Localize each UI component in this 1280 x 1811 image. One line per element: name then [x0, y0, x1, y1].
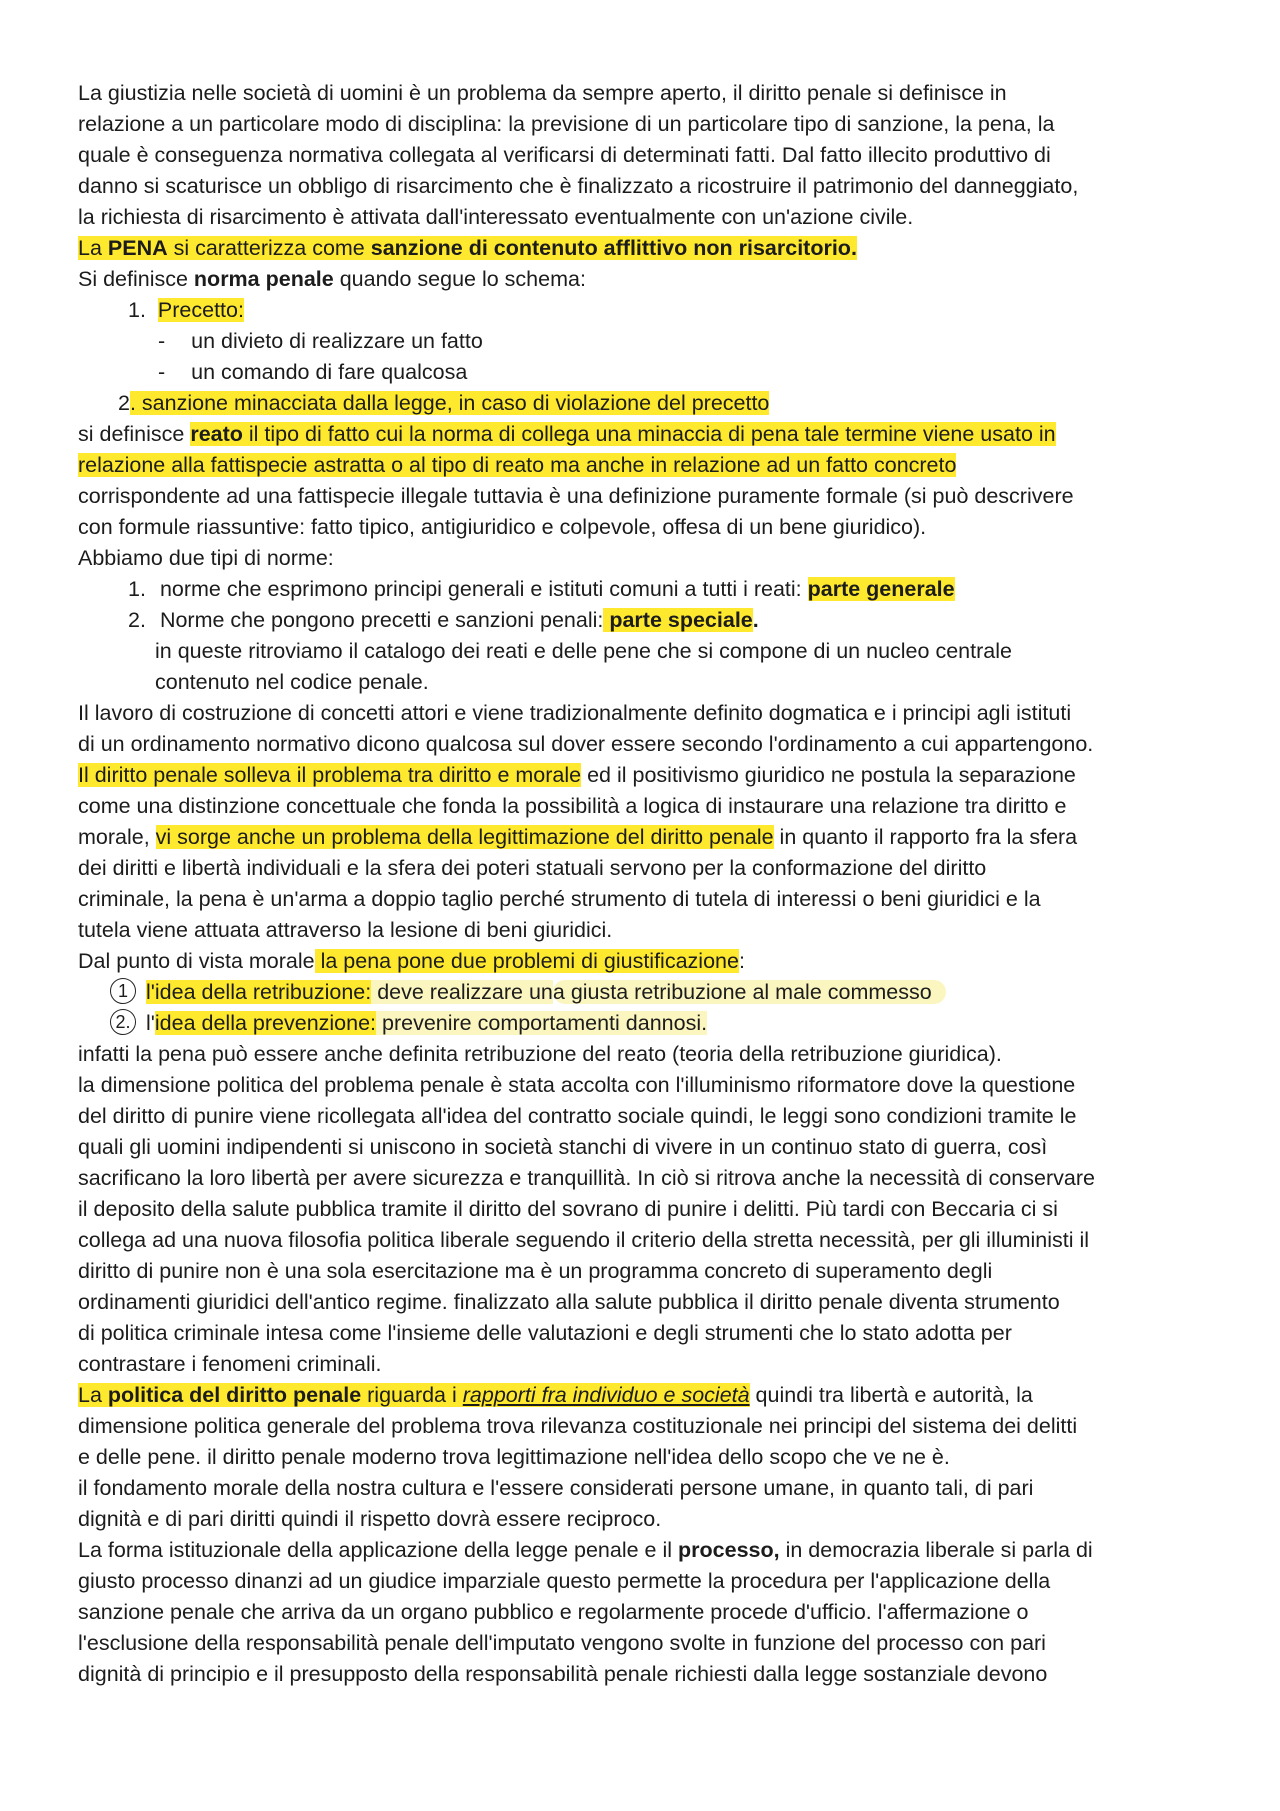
- list-item: 2. sanzione minacciata dalla legge, in caso di violazione del precetto: [118, 391, 770, 415]
- paragraph-line: La forma istituzionale della applicazione della legge penale e il processo, in democrazia liberale si parla di: [78, 1538, 1093, 1562]
- paragraph-line: contenuto nel codice penale.: [155, 670, 429, 694]
- paragraph-line: il fondamento morale della nostra cultura e l'essere considerati persone umane, in quanto tali, di pari: [78, 1476, 1034, 1500]
- paragraph-line: con formule riassuntive: fatto tipico, antigiuridico e colpevole, offesa di un bene giuridico).: [78, 515, 927, 539]
- paragraph-line: diritto di punire non è una sola esercitazione ma è un programma concreto di superamento degli: [78, 1259, 993, 1283]
- paragraph-line: relazione a un particolare modo di disciplina: la previsione di un particolare tipo di sanzione, la pena, la: [78, 112, 1055, 136]
- paragraph-line: danno si scaturisce un obbligo di risarcimento che è finalizzato a ricostruire il patrimonio del danneggiato,: [78, 174, 1079, 198]
- paragraph-line: il deposito della salute pubblica tramite il diritto del sovrano di punire i delitti. Più tardi con Beccaria ci si: [78, 1197, 1058, 1221]
- paragraph-line: di un ordinamento normativo dicono qualcosa sul dover essere secondo l'ordinamento a cui appartengono.: [78, 732, 1094, 756]
- list-item: 2. l'idea della prevenzione: prevenire comportamenti dannosi.: [110, 1008, 707, 1039]
- sub-list-item: - un divieto di realizzare un fatto: [158, 329, 483, 353]
- circled-number: 1: [110, 978, 136, 1004]
- paragraph-line: infatti la pena può essere anche definita retribuzione del reato (teoria della retribuzione giuridica).: [78, 1042, 1002, 1066]
- paragraph-line: la richiesta di risarcimento è attivata dall'interessato eventualmente con un'azione civile.: [78, 205, 914, 229]
- paragraph-line: e delle pene. il diritto penale moderno trova legittimazione nell'idea dello scopo che ve ne è.: [78, 1445, 950, 1469]
- paragraph-line: in queste ritroviamo il catalogo dei reati e delle pene che si compone di un nucleo centrale: [155, 639, 1012, 663]
- list-item: 1 l'idea della retribuzione: deve realizzare una giusta retribuzione al male commesso: [110, 977, 946, 1008]
- paragraph-line: quali gli uomini indipendenti si uniscono in società stanchi di vivere in un continuo stato di guerra, così: [78, 1135, 1048, 1159]
- paragraph-line: contrastare i fenomeni criminali.: [78, 1352, 382, 1376]
- paragraph-line: tutela viene attuata attraverso la lesione di beni giuridici.: [78, 918, 613, 942]
- paragraph-line: collega ad una nuova filosofia politica liberale seguendo il criterio della stretta necessità, per gli illuministi il: [78, 1228, 1090, 1252]
- paragraph-line: dignità e di pari diritti quindi il rispetto dovrà essere reciproco.: [78, 1507, 662, 1531]
- circled-number: 2.: [110, 1009, 136, 1035]
- paragraph-line: Dal punto di vista morale la pena pone due problemi di giustificazione:: [78, 949, 745, 973]
- paragraph-line: del diritto di punire viene ricollegata all'idea del contratto sociale quindi, le leggi sono condizioni tramite le: [78, 1104, 1077, 1128]
- paragraph-line: ordinamenti giuridici dell'antico regime. finalizzato alla salute pubblica il diritto penale diventa strumento: [78, 1290, 1060, 1314]
- paragraph-line: criminale, la pena è un'arma a doppio taglio perché strumento di tutela di interessi o beni giuridici e la: [78, 887, 1041, 911]
- paragraph-line: dimensione politica generale del problema trova rilevanza costituzionale nei principi del sistema dei delitti: [78, 1414, 1078, 1438]
- list-item: 2. Norme che pongono precetti e sanzioni penali: parte speciale.: [128, 608, 759, 632]
- paragraph-line: relazione alla fattispecie astratta o al tipo di reato ma anche in relazione ad un fatto concreto: [78, 453, 957, 477]
- paragraph-line: l'esclusione della responsabilità penale dell'imputato vengono svolte in funzione del processo con pari: [78, 1631, 1046, 1655]
- paragraph-line: La giustizia nelle società di uomini è un problema da sempre aperto, il diritto penale si definisce in: [78, 81, 1007, 105]
- paragraph-line: giusto processo dinanzi ad un giudice imparziale questo permette la procedura per l'applicazione della: [78, 1569, 1051, 1593]
- paragraph-line: di politica criminale intesa come l'insieme delle valutazioni e degli strumenti che lo stato adotta per: [78, 1321, 1012, 1345]
- paragraph-line: la dimensione politica del problema penale è stata accolta con l'illuminismo riformatore dove la questione: [78, 1073, 1076, 1097]
- paragraph-line: corrispondente ad una fattispecie illegale tuttavia è una definizione puramente formale (si può descrivere: [78, 484, 1074, 508]
- list-item: 1. Precetto:: [128, 298, 244, 322]
- paragraph-line: dignità di principio e il presupposto della responsabilità penale richiesti dalla legge sostanziale devono: [78, 1662, 1048, 1686]
- norma-penale-intro: Si definisce norma penale quando segue lo schema:: [78, 267, 586, 291]
- paragraph-line: Abbiamo due tipi di norme:: [78, 546, 334, 570]
- paragraph-line: Il lavoro di costruzione di concetti attori e viene tradizionalmente definito dogmatica e i principi agli istituti: [78, 701, 1072, 725]
- reato-definition: si definisce reato il tipo di fatto cui la norma di collega una minaccia di pena tale termine viene usato in: [78, 422, 1056, 446]
- paragraph-line: La politica del diritto penale riguarda i rapporti fra individuo e società quindi tra libertà e autorità, la: [78, 1383, 1033, 1407]
- paragraph-line: sanzione penale che arriva da un organo pubblico e regolarmente procede d'ufficio. l'affermazione o: [78, 1600, 1029, 1624]
- pena-definition: La PENA si caratterizza come sanzione di contenuto afflittivo non risarcitorio.: [78, 236, 857, 260]
- paragraph-line: quale è conseguenza normativa collegata al verificarsi di determinati fatti. Dal fatto illecito produttivo di: [78, 143, 1051, 167]
- paragraph-line: come una distinzione concettuale che fonda la possibilità a logica di instaurare una relazione tra diritto e: [78, 794, 1067, 818]
- paragraph-line: morale, vi sorge anche un problema della legittimazione del diritto penale in quanto il rapporto fra la sfera: [78, 825, 1078, 849]
- paragraph-line: dei diritti e libertà individuali e la sfera dei poteri statuali servono per la conformazione del diritto: [78, 856, 987, 880]
- list-item: 1. norme che esprimono principi generali e istituti comuni a tutti i reati: parte generale: [128, 577, 955, 601]
- sub-list-item: - un comando di fare qualcosa: [158, 360, 468, 384]
- paragraph-line: Il diritto penale solleva il problema tra diritto e morale ed il positivismo giuridico ne postula la separazione: [78, 763, 1076, 787]
- paragraph-line: sacrificano la loro libertà per avere sicurezza e tranquillità. In ciò si ritrova anche la necessità di conservare: [78, 1166, 1095, 1190]
